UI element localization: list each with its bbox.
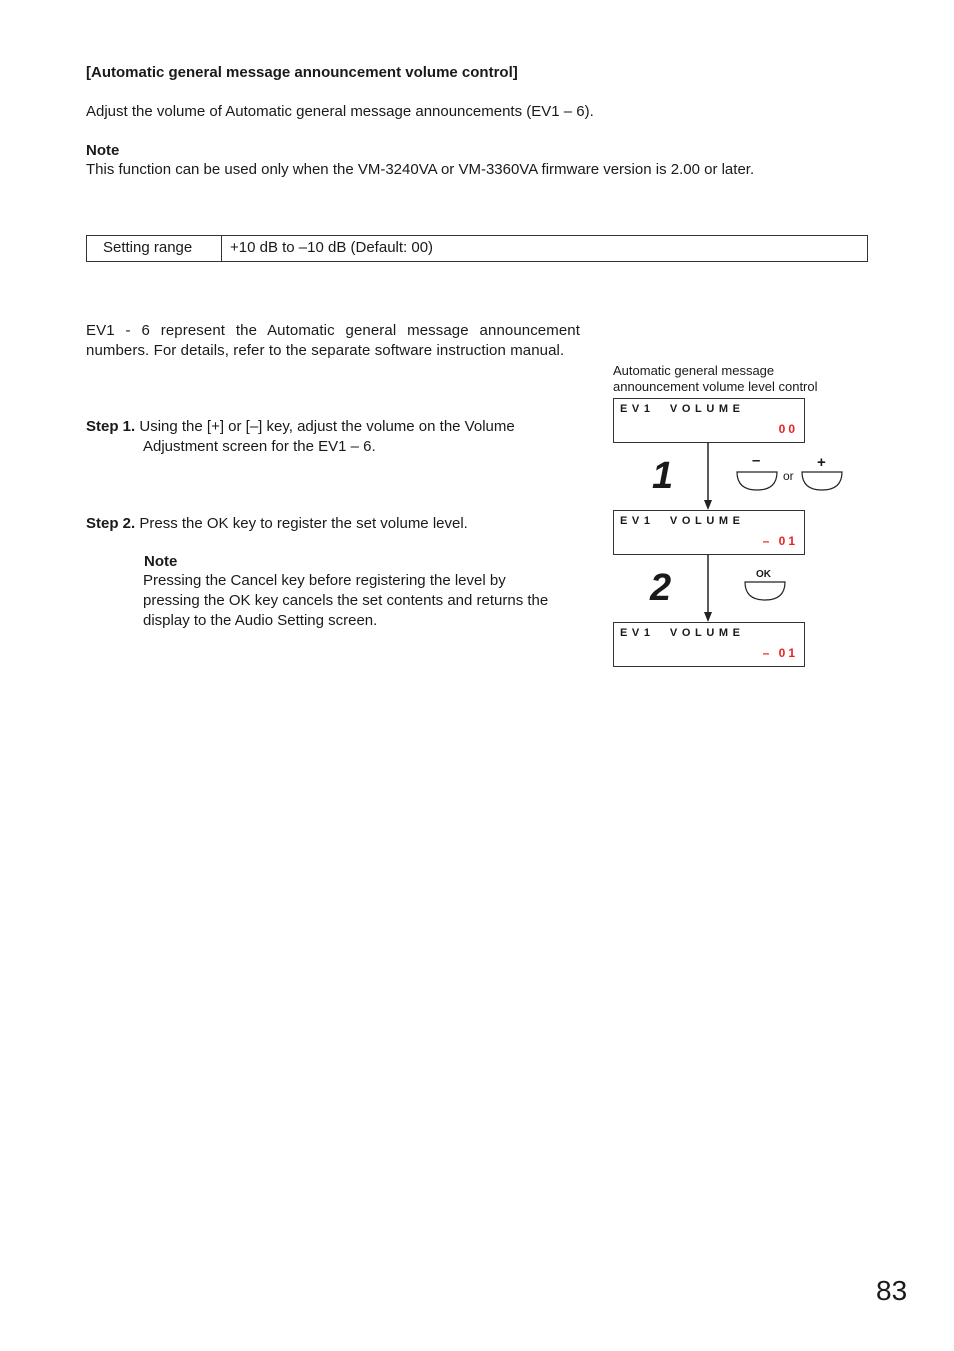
ok-key-icon[interactable] (744, 580, 786, 602)
note-line: pressing the OK key cancels the set contents and returns the (143, 592, 549, 609)
step-1-text: Using the [+] or [–] key, adjust the volume on the Volume (139, 418, 515, 435)
lcd-screen-adjusted (613, 510, 805, 555)
note-line: display to the Audio Setting screen. (143, 612, 378, 629)
step-1 (86, 417, 566, 457)
note-text: This function can be used only when the VM-3240VA or VM-3360VA firmware version is 2.00 or later. (86, 161, 755, 178)
caption-line: Automatic general message (613, 363, 775, 378)
setting-range-value: +10 dB to –10 dB (Default: 00) (222, 236, 868, 262)
step-2 (86, 514, 566, 534)
plus-key-icon[interactable] (801, 470, 843, 492)
setting-range-table (86, 235, 868, 262)
lcd-value: 00 (778, 422, 798, 436)
step-2-note-text (143, 571, 583, 631)
minus-key-label: – (752, 452, 761, 469)
step-number-1: 1 (652, 455, 674, 497)
page-number: 83 (876, 1275, 908, 1306)
diagram-caption (613, 363, 818, 395)
step-2-text: Press the OK key to register the set volume level. (139, 515, 468, 532)
step-1-text-cont: Adjustment screen for the EV1 – 6. (143, 438, 376, 455)
or-text: or (783, 469, 794, 483)
step-1-label: Step 1. (86, 418, 136, 435)
lcd-screen-registered (613, 622, 805, 667)
step-number-2: 2 (650, 567, 672, 609)
plus-key-label: + (817, 454, 826, 471)
lcd-title: EV1 VOLUME (620, 627, 745, 639)
ok-key-label: OK (756, 569, 771, 580)
section-title: [Automatic general message announcement volume control] (86, 64, 518, 81)
lcd-value: – 01 (762, 534, 798, 548)
caption-line: announcement volume level control (613, 379, 818, 394)
table-row (87, 236, 868, 262)
arrow-down-icon (700, 442, 716, 512)
note-label: Note (86, 142, 120, 159)
lcd-title: EV1 VOLUME (620, 403, 745, 415)
step-2-note-label: Note (144, 553, 178, 570)
arrow-down-icon (700, 554, 716, 624)
intro-text: Adjust the volume of Automatic general message announcements (EV1 – 6). (86, 103, 594, 120)
description-text: EV1 - 6 represent the Automatic general message announcement numbers. For details, refer to the separate software instruction manual. (86, 322, 580, 359)
lcd-screen-initial (613, 398, 805, 443)
setting-range-label: Setting range (87, 236, 222, 262)
note-line: Pressing the Cancel key before registering the level by (143, 572, 506, 589)
minus-key-icon[interactable] (736, 470, 778, 492)
step-2-label: Step 2. (86, 515, 136, 532)
lcd-title: EV1 VOLUME (620, 515, 745, 527)
lcd-value: – 01 (762, 646, 798, 660)
